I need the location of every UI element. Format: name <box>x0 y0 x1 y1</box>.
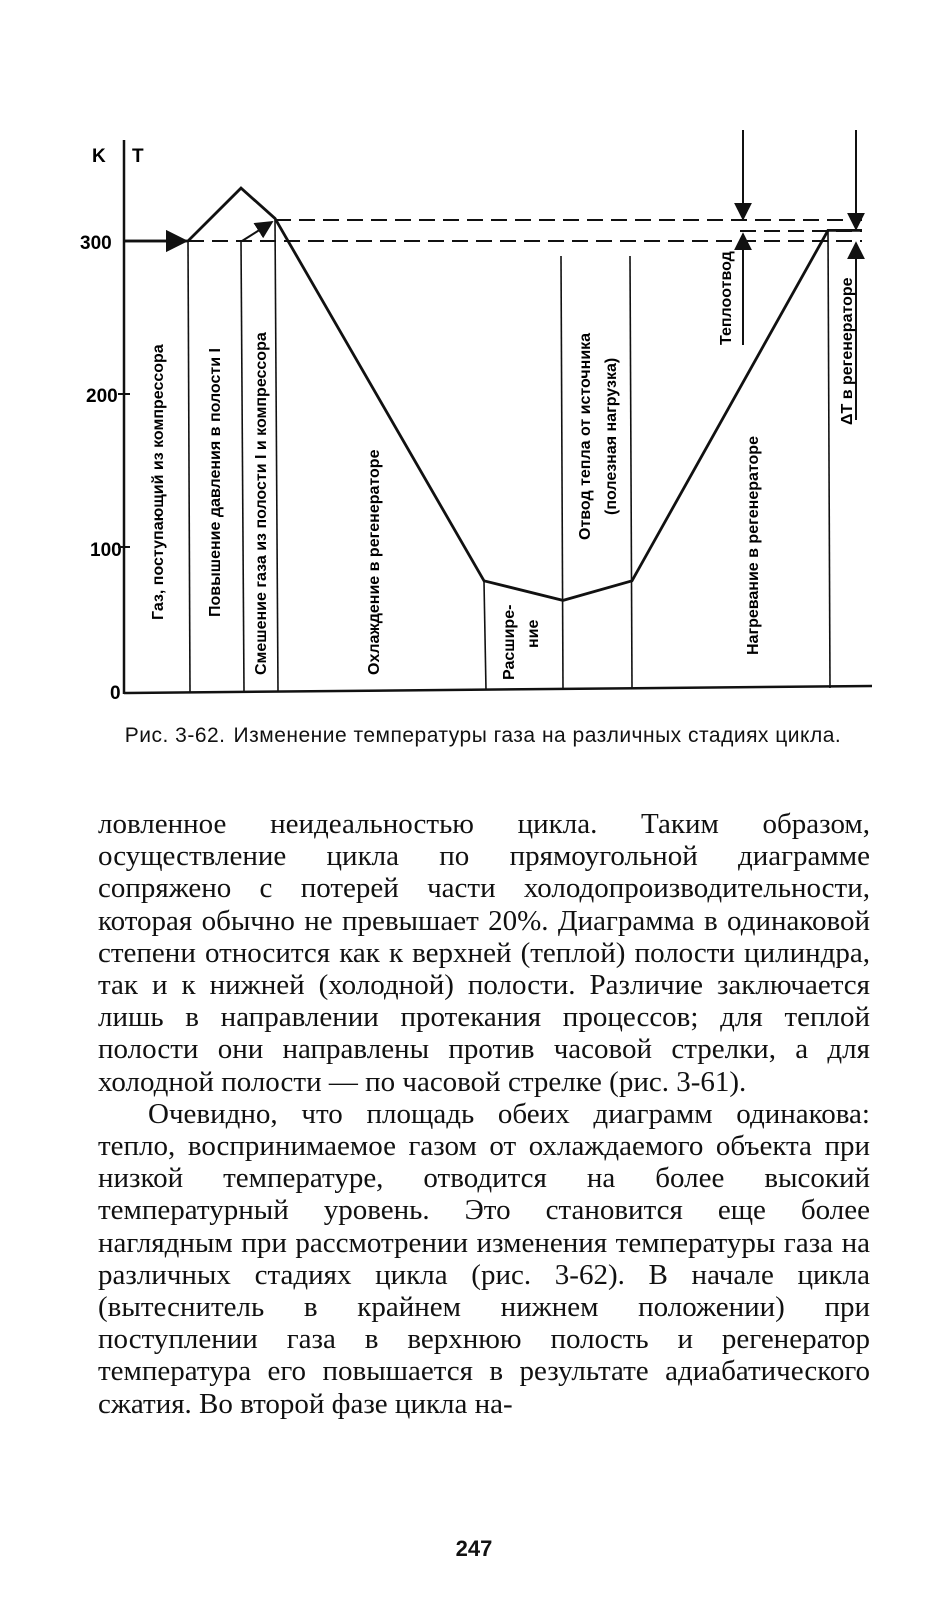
stage-label-delta-t: ΔT в регенераторе <box>839 277 856 425</box>
stage-label-heating-regenerator: Нагревание в регенераторе <box>745 436 762 655</box>
stage-divider <box>188 241 190 692</box>
stage-label-expansion-1: Расшире- <box>501 604 518 680</box>
figure-caption <box>98 722 868 749</box>
stage-divider <box>561 256 563 690</box>
paragraph: ловленное неидеальностью цикла. Таким образом, осуществление цикла по прямоугольной диаграмме сопряжено с потерей части холодопроизводительности, которая обычно не превышает 20%. Диаграмма в одинаковой степени относится как к верхней (теплой) полости цилиндра, так и к нижней (холодной) полости. Различие заключается лишь в направлении протекания процессов; для теплой полости они направлены против часовой стрелки, а для холодной полости — по часовой стрелке (рис. 3-61). <box>98 808 870 1098</box>
body-text <box>98 808 870 1420</box>
figure-number: Рис. 3-62. <box>124 724 226 747</box>
figure-caption-text: Изменение температуры газа на различных стадиях цикла. <box>233 724 842 747</box>
stage-divider <box>828 231 830 688</box>
stage-divider <box>630 256 632 688</box>
stage-label-cooling-regenerator: Охлаждение в регенераторе <box>366 449 383 675</box>
stage-label-heat-source: Отвод тепла от источника <box>577 332 594 540</box>
stage-label-incoming-gas: Газ, поступающий из компрессора <box>150 344 167 620</box>
mixing-arrow <box>242 222 272 241</box>
temperature-figure <box>0 0 948 720</box>
stage-label-mixing: Смешение газа из полости I и компрессора <box>253 332 270 675</box>
y-tick-300: 300 <box>80 233 112 254</box>
paragraph: Очевидно, что площадь обеих диаграмм одинакова: тепло, воспринимаемое газом от охлаждаемого объекта при низкой температуре, отводится на более высокий температурный уровень. Это становится еще более наглядным при рассмотрении изменения температуры газа на различных стадиях цикла (рис. 3-62). В начале цикла (вытеснитель в крайнем нижнем положении) при поступлении газа в верхнюю полость и регенератор температура его повышается в результате адиабатического сжатия. Во второй фазе цикла на- <box>98 1097 870 1420</box>
y-tick-200: 200 <box>86 386 118 407</box>
stage-divider <box>484 582 486 690</box>
stage-label-pressure-rise: Повышение давления в полости I <box>207 348 224 617</box>
axis-unit-label: K <box>92 146 106 167</box>
stage-label-useful-load: (полезная нагрузка) <box>603 357 620 515</box>
y-tick-100: 100 <box>90 540 122 561</box>
y-tick-0: 0 <box>110 683 121 704</box>
stage-label-heat-rejection: Теплоотвод <box>718 251 735 345</box>
axis-temperature-label: T <box>132 146 144 167</box>
stage-label-expansion-2: ние <box>525 619 542 648</box>
stage-divider <box>275 220 278 691</box>
stage-divider <box>241 241 244 691</box>
x-axis <box>124 686 872 693</box>
page-number: 247 <box>455 1536 493 1561</box>
